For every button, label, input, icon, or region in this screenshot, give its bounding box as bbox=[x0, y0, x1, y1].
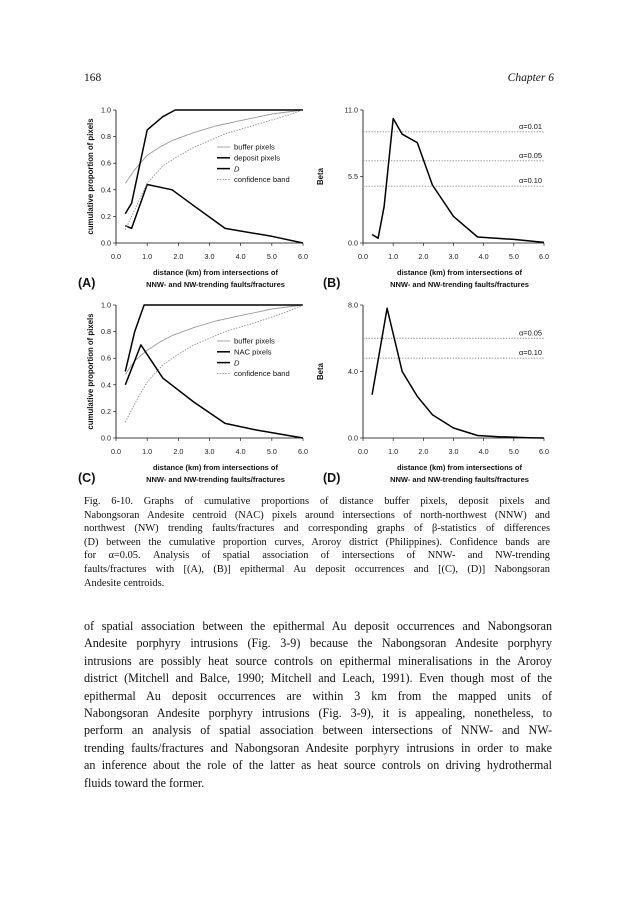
body-text-line: an inference about the role of the latter as heat source controls on driving hydrothermal bbox=[84, 758, 552, 773]
x-tick-label: 2.0 bbox=[418, 447, 429, 456]
y-tick-label: 1.0 bbox=[101, 105, 111, 115]
body-text-line: intrusions are possibly heat source controls on epithermal mineralisations in the Aroroy bbox=[84, 653, 552, 668]
y-tick-label: 11.0 bbox=[344, 105, 358, 115]
y-tick-label: 0.4 bbox=[101, 380, 111, 390]
x-tick-label: 1.0 bbox=[388, 252, 399, 261]
legend-label: NAC pixels bbox=[234, 347, 272, 357]
x-tick-label: 5.0 bbox=[266, 447, 277, 456]
y-axis-label: cumulative proportion of pixels bbox=[86, 313, 95, 430]
x-axis-label-line1: distance (km) from intersections of bbox=[396, 268, 523, 277]
y-tick-label: 0.8 bbox=[101, 132, 111, 142]
x-tick-label: 4.0 bbox=[235, 252, 246, 261]
series-line-d bbox=[125, 185, 303, 244]
legend-label: deposit pixels bbox=[234, 153, 281, 163]
series-line-confidence-band bbox=[125, 110, 303, 230]
body-text-line: district (Mitchell and Balce, 1990; Mitchell and Leach, 1991). Even though most of the bbox=[84, 671, 552, 686]
legend-label: buffer pixels bbox=[234, 336, 275, 346]
y-tick-label: 0.6 bbox=[101, 353, 111, 363]
x-tick-label: 0.0 bbox=[111, 447, 121, 456]
x-tick-label: 2.0 bbox=[418, 252, 429, 261]
y-tick-label: 0.4 bbox=[101, 185, 111, 195]
y-tick-label: 0.2 bbox=[101, 406, 111, 416]
x-tick-label: 5.0 bbox=[266, 252, 277, 261]
alpha-label: α=0.01 bbox=[519, 121, 542, 131]
alpha-label: α=0.10 bbox=[519, 176, 542, 186]
x-tick-label: 2.0 bbox=[173, 447, 184, 456]
caption-line: faults/fractures with [(A), (B)] epithermal Au deposit occurrences and [(C), (D)] Nabongsoran bbox=[84, 563, 550, 575]
alpha-label: α=0.10 bbox=[519, 348, 542, 358]
caption-line: Andesite centroids. bbox=[84, 577, 165, 589]
x-axis-label-line1: distance (km) from intersections of bbox=[152, 463, 279, 472]
body-text-line: Andesite porphyry intrusions (Fig. 3-9) because the Nabongsoran Andesite porphyry bbox=[84, 636, 552, 651]
caption-line: Fig. 6-10. Graphs of cumulative proportions of distance buffer pixels, deposit pixels and bbox=[84, 496, 550, 507]
y-tick-label: 0.2 bbox=[101, 211, 111, 221]
x-tick-label: 0.0 bbox=[358, 252, 368, 261]
series-line-d bbox=[125, 345, 303, 438]
legend-label: D bbox=[234, 164, 240, 174]
y-tick-label: 4.0 bbox=[348, 367, 358, 376]
x-tick-label: 2.0 bbox=[173, 252, 184, 261]
figure-caption bbox=[84, 495, 550, 590]
x-axis-label-line1: distance (km) from intersections of bbox=[152, 268, 279, 277]
legend-label: D bbox=[234, 358, 240, 368]
panel-label: (D) bbox=[323, 471, 341, 485]
caption-line: (D) between the cumulative proportion curves, Aroroy district (Philippines). Confidence bands are bbox=[84, 536, 550, 548]
y-tick-label: 0.8 bbox=[101, 327, 111, 337]
x-tick-label: 6.0 bbox=[539, 252, 549, 261]
x-tick-label: 1.0 bbox=[388, 447, 399, 456]
body-text-line: fluids toward the former. bbox=[84, 775, 205, 790]
y-tick-label: 0.0 bbox=[101, 433, 111, 443]
panel-label: (C) bbox=[78, 471, 96, 485]
series-line-confidence-band bbox=[125, 305, 303, 422]
panel-label: (B) bbox=[323, 276, 341, 290]
series-line-buffer-pixels bbox=[125, 110, 303, 183]
x-tick-label: 5.0 bbox=[508, 447, 519, 456]
x-tick-label: 1.0 bbox=[142, 252, 153, 261]
y-axis-label: cumulative proportion of pixels bbox=[86, 118, 95, 235]
body-text-line: of spatial association between the epithermal Au deposit occurrences and Nabongsoran bbox=[84, 619, 552, 633]
x-tick-label: 3.0 bbox=[204, 447, 215, 456]
body-paragraph bbox=[84, 618, 552, 792]
alpha-label: α=0.05 bbox=[519, 328, 542, 338]
x-tick-label: 4.0 bbox=[478, 252, 489, 261]
x-axis-label-line2: NNW- and NW-trending faults/fractures bbox=[390, 280, 529, 289]
body-text-line: epithermal Au deposit occurrences are within 3 km from the mapped units of bbox=[84, 688, 552, 703]
alpha-label: α=0.05 bbox=[519, 150, 542, 160]
y-tick-label: 5.5 bbox=[348, 172, 358, 181]
x-tick-label: 6.0 bbox=[298, 252, 308, 261]
legend-label: confidence band bbox=[234, 175, 290, 185]
y-tick-label: 8.0 bbox=[348, 300, 358, 310]
body-text-line: Nabongsoran Andesite porphyry intrusions (Fig. 3-9), it is appealing, nonetheless, to bbox=[84, 706, 552, 721]
x-tick-label: 6.0 bbox=[298, 447, 308, 456]
legend-label: buffer pixels bbox=[234, 142, 275, 152]
x-axis-label-line2: NNW- and NW-trending faults/fractures bbox=[146, 475, 285, 484]
y-tick-label: 0.0 bbox=[348, 433, 358, 443]
x-tick-label: 3.0 bbox=[448, 447, 459, 456]
x-tick-label: 0.0 bbox=[111, 252, 121, 261]
x-tick-label: 1.0 bbox=[142, 447, 153, 456]
x-tick-label: 3.0 bbox=[204, 252, 215, 261]
body-text-line: trending faults/fractures and Nabongsoran Andesite porphyry intrusions in order to make bbox=[84, 740, 552, 755]
x-tick-label: 6.0 bbox=[539, 447, 549, 456]
panel-label: (A) bbox=[78, 276, 96, 290]
legend-label: confidence band bbox=[234, 369, 290, 379]
caption-line: northwest (NW) trending faults/fractures and corresponding graphs of β-statistics of differences bbox=[84, 523, 550, 535]
x-axis-label-line2: NNW- and NW-trending faults/fractures bbox=[146, 280, 285, 289]
y-tick-label: 0.6 bbox=[101, 158, 111, 168]
x-tick-label: 4.0 bbox=[235, 447, 246, 456]
y-tick-label: 1.0 bbox=[101, 300, 111, 310]
x-tick-label: 4.0 bbox=[478, 447, 489, 456]
x-tick-label: 3.0 bbox=[448, 252, 459, 261]
caption-line: Nabongsoran Andesite centroid (NAC) pixels around intersections of north-northwest (NNW) and bbox=[84, 509, 550, 521]
y-tick-label: 0.0 bbox=[348, 238, 358, 248]
y-axis-label: Beta bbox=[316, 168, 325, 185]
chapter-title: Chapter 6 bbox=[507, 72, 554, 84]
body-text-line: perform an analysis of spatial association between intersections of NNW- and NW- bbox=[84, 723, 552, 738]
page-number: 168 bbox=[84, 72, 102, 84]
x-axis-label-line1: distance (km) from intersections of bbox=[396, 463, 523, 472]
caption-line: for α=0.05. Analysis of spatial association of intersections of NNW- and NW-trending bbox=[84, 550, 550, 562]
x-axis-label-line2: NNW- and NW-trending faults/fractures bbox=[390, 475, 529, 484]
x-tick-label: 0.0 bbox=[358, 447, 368, 456]
y-axis-label: Beta bbox=[316, 363, 325, 380]
y-tick-label: 0.0 bbox=[101, 238, 111, 248]
x-tick-label: 5.0 bbox=[508, 252, 519, 261]
